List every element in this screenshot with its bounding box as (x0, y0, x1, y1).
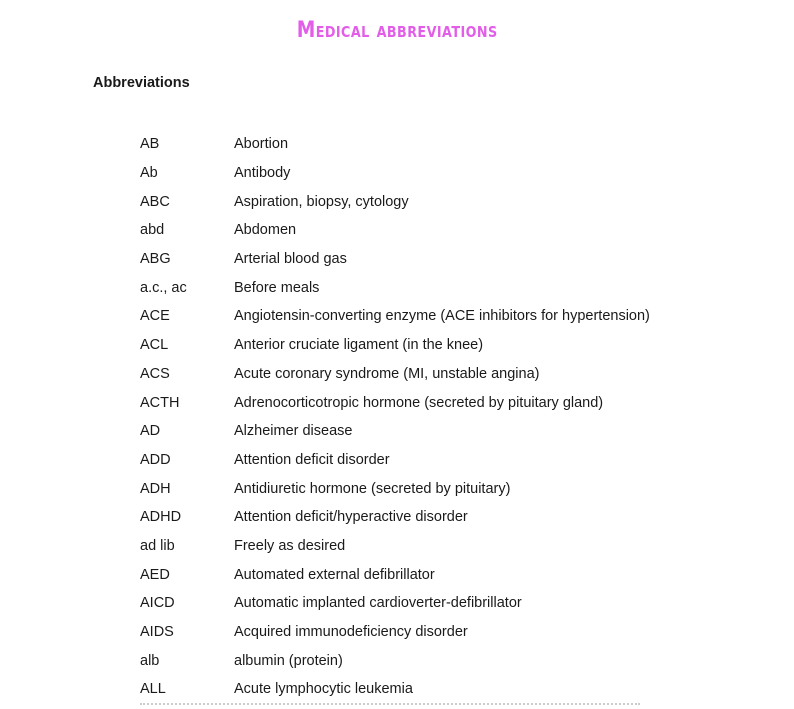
list-item (140, 187, 760, 216)
abbreviation-term: ABG (140, 251, 171, 268)
abbreviation-term: AD (140, 423, 161, 440)
abbreviation-meaning: Arterial blood gas (234, 251, 347, 268)
abbreviation-term: AICD (140, 595, 175, 612)
abbreviation-meaning: Angiotensin-converting enzyme (ACE inhibitors for hypertension) (234, 308, 650, 325)
list-item (140, 589, 760, 618)
abbreviation-meaning: Abdomen (234, 222, 297, 239)
abbreviation-meaning: Freely as desired (234, 537, 346, 554)
page-title: Medical abbreviations (296, 18, 498, 43)
abbreviation-meaning: Before meals (234, 279, 320, 296)
abbreviation-meaning: Automatic implanted cardioverter-defibrillator (234, 595, 522, 612)
list-item (140, 646, 760, 675)
list-item (140, 503, 760, 532)
abbreviation-meaning: Attention deficit disorder (234, 451, 390, 468)
abbreviation-term: AIDS (140, 624, 174, 641)
abbreviation-term: ADD (140, 451, 171, 468)
list-item (140, 273, 760, 302)
list-item (140, 560, 760, 589)
abbreviation-term: ad lib (140, 537, 175, 554)
abbreviation-term: Ab (140, 165, 158, 182)
abbreviation-term: ABC (140, 193, 170, 210)
list-item (140, 245, 760, 274)
abbreviation-meaning: Adrenocorticotropic hormone (secreted by pituitary gland) (234, 394, 604, 411)
abbreviation-term: ACE (140, 308, 170, 325)
abbreviation-term: ALL (140, 681, 166, 698)
list-item (140, 302, 760, 331)
list-item (140, 618, 760, 647)
abbreviation-meaning: Acute lymphocytic leukemia (234, 681, 413, 698)
list-item (140, 331, 760, 360)
list-item (140, 532, 760, 561)
abbreviation-list (140, 130, 760, 704)
abbreviation-meaning: Acquired immunodeficiency disorder (234, 624, 468, 641)
list-item (140, 388, 760, 417)
abbreviation-term: AED (140, 566, 170, 583)
abbreviation-meaning: Acute coronary syndrome (MI, unstable angina) (234, 365, 540, 382)
list-item (140, 216, 760, 245)
abbreviation-term: a.c., ac (140, 279, 187, 296)
abbreviation-meaning: Aspiration, biopsy, cytology (234, 193, 409, 210)
list-item (140, 417, 760, 446)
abbreviation-term: ACTH (140, 394, 180, 411)
abbreviation-meaning: Attention deficit/hyperactive disorder (234, 509, 468, 526)
abbreviation-meaning: Abortion (234, 136, 289, 153)
section-heading: Abbreviations (93, 75, 190, 91)
list-item (140, 360, 760, 389)
abbreviation-term: AB (140, 136, 160, 153)
list-item (140, 446, 760, 475)
cut-off-next-row (140, 703, 640, 709)
abbreviation-meaning: Alzheimer disease (234, 423, 353, 440)
list-item (140, 159, 760, 188)
abbreviation-meaning: Antibody (234, 165, 291, 182)
abbreviation-term: ACS (140, 365, 170, 382)
abbreviation-meaning: Anterior cruciate ligament (in the knee) (234, 337, 484, 354)
list-item (140, 675, 760, 704)
list-item (140, 130, 760, 159)
abbreviation-term: ADHD (140, 509, 182, 526)
abbreviation-term: ACL (140, 337, 169, 354)
abbreviation-term: abd (140, 222, 165, 239)
abbreviation-meaning: albumin (protein) (234, 652, 343, 669)
abbreviation-meaning: Antidiuretic hormone (secreted by pituitary) (234, 480, 511, 497)
abbreviation-term: alb (140, 652, 160, 669)
abbreviation-meaning: Automated external defibrillator (234, 566, 435, 583)
abbreviation-term: ADH (140, 480, 171, 497)
list-item (140, 474, 760, 503)
